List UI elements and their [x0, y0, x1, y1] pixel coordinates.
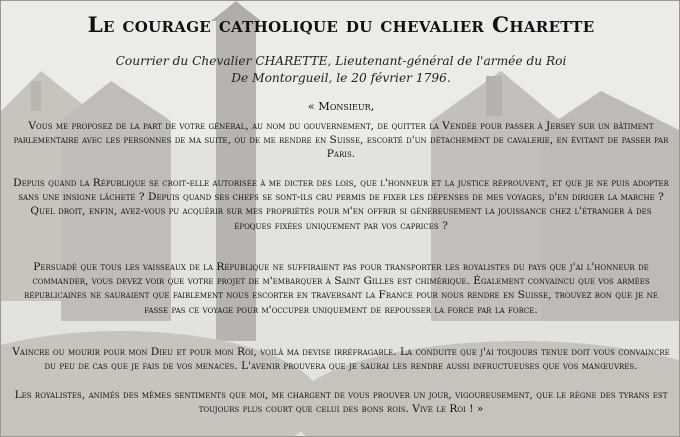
salutation: « Monsieur, [307, 100, 375, 113]
page-title: Le courage catholique du chevalier Charette [87, 13, 595, 38]
letter-paragraph-3: Persuadé que tous les vaisseaux de la République ne suffiraient pas pour transporter les royalistes du pays que j'ai l'honneur de commander, vous devez voir que votre projet de m'embarquer à Saint Gilles est chimérique. Également convaincu que vos armées républicaines ne sauraient que faiblement nous escorter en traversant la France pour nous rendre en Suisse, trouvez bon que je ne fasse pas ce voyage pour m'occuper uniquement de repousser la force par la force. [24, 261, 658, 316]
letter-heading-line-2: De Montorgueil, le 20 février 1796. [231, 71, 451, 85]
letter-paragraph-2: Depuis quand la République se croit-elle autorisée à me dicter des lois, que l'honneur et la justice réprouvent, et que je ne puis adopter sans une insigne lâcheté ? Depuis quand ses chefs se sont-ils cru permis de fixer les dépenses de mes voyages, d'en diriger la marche ? Quel droit, enfin, avez-vous pu acquérir sur mes propriétés pour m'en offrir si généreusement la jouissance chez l'étranger à des époques fixées uniquement par vos caprices ? [13, 177, 669, 232]
letter-heading [1, 53, 680, 87]
letter-paragraph-5: Les royalistes, animés des mêmes sentiments que moi, me chargent de vous prouver un jour, vigoureusement, que le règne des tyrans est toujours plus court que celui des bons rois. Vive le Roi ! » [14, 389, 668, 416]
letter-paragraph-4: Vaincre ou mourir pour mon Dieu et pour mon Roi, voilà ma devise irréfragable. La conduite que j'ai toujours tenue doit vous convaincre du peu de cas que je fais de vos menaces. L'avenir prouvera que je saurai les rendre aussi infructueuses que vos manœuvres. [12, 346, 670, 373]
letter-content [1, 1, 680, 437]
letter-paragraph-1: Vous me proposez de la part de votre général, au nom du gouvernement, de quitter la Vendée pour passer à Jersey sur un bâtiment parlementaire avec les personnes de ma suite, ou de me rendre en Suisse, escorté d'un détachement de cavalerie, en évitant de passer par Paris. [13, 120, 669, 161]
letter-heading-line-1: Courrier du Chevalier CHARETTE, Lieutenant-général de l'armée du Roi [115, 54, 567, 68]
